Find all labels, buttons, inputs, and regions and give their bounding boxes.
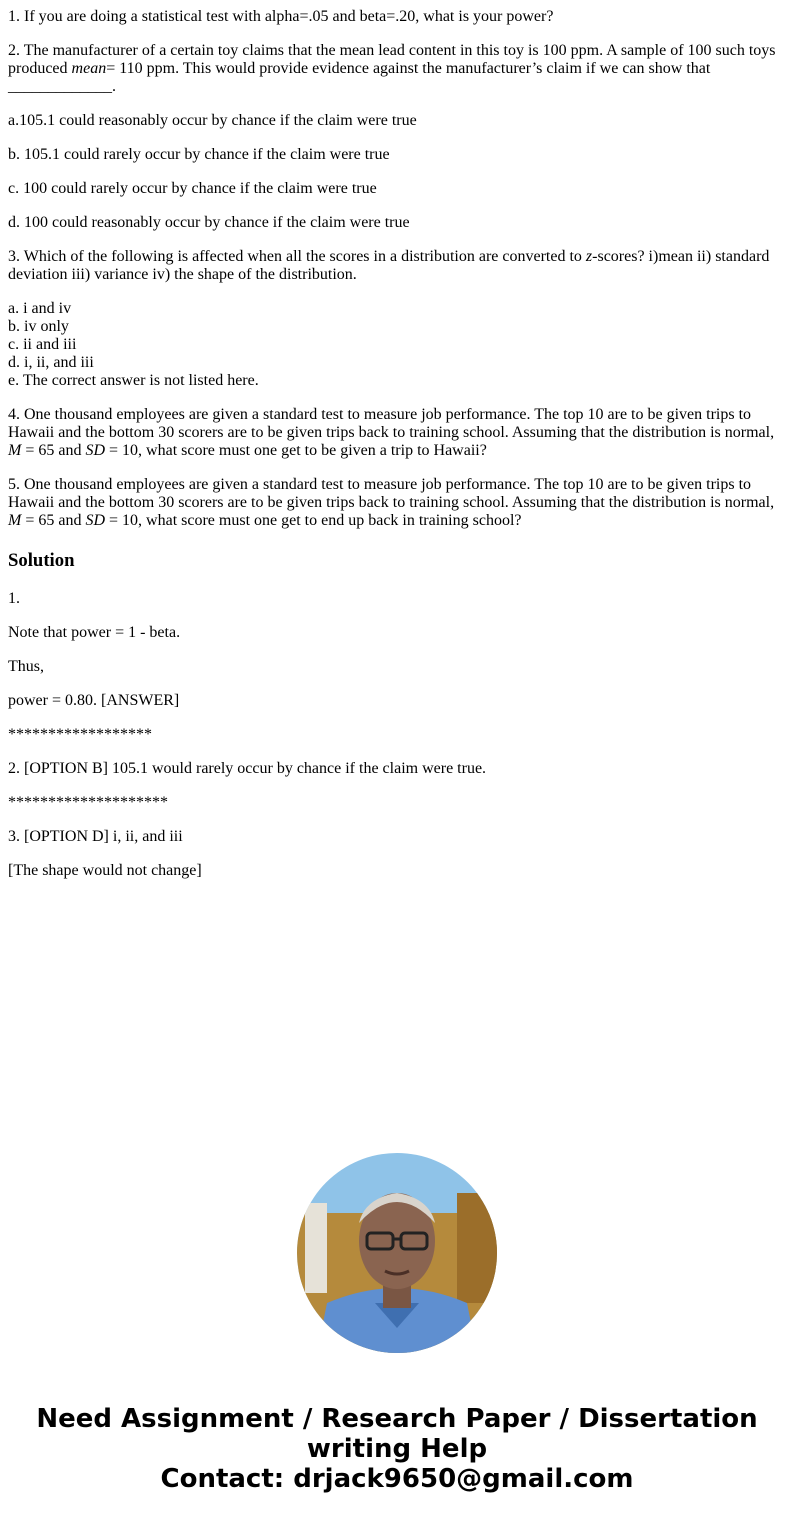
- question-3-options: [8, 300, 786, 390]
- question-3-option-d: d. i, ii, and iii: [8, 354, 94, 371]
- question-4: 4. One thousand employees are given a standard test to measure job performance. The top 10 are to be given trips to Hawaii and the bottom 30 scorers are to be given trips back to training school. Assuming that the distribution is normal, M = 65 and SD = 10, what score must one get to be given a trip to Hawaii?: [8, 406, 775, 459]
- solution-separator: ********************: [8, 794, 168, 811]
- question-3-option-e: e. The correct answer is not listed here.: [8, 372, 259, 389]
- solution-line: [The shape would not change]: [8, 862, 202, 879]
- question-5: 5. One thousand employees are given a standard test to measure job performance. The top 10 are to be given trips to Hawaii and the bottom 30 scorers are to be given trips back to training school. Assuming that the distribution is normal, M = 65 and SD = 10, what score must one get to end up back in training school?: [8, 476, 775, 529]
- solution-line: Note that power = 1 - beta.: [8, 624, 181, 641]
- solution-line: power = 0.80. [ANSWER]: [8, 692, 180, 709]
- question-3-option-a: a. i and iv: [8, 300, 72, 317]
- solution-line: 3. [OPTION D] i, ii, and iii: [8, 828, 183, 845]
- solution-line: 1.: [8, 590, 20, 607]
- question-3: 3. Which of the following is affected when all the scores in a distribution are converted to z-scores? i)mean ii) standard deviation iii) variance iv) the shape of the distribution.: [8, 248, 770, 283]
- author-portrait-illustration: [297, 1153, 497, 1353]
- author-avatar: [297, 1153, 497, 1353]
- solution-line: 2. [OPTION B] 105.1 would rarely occur by chance if the claim were true.: [8, 760, 487, 777]
- question-1: 1. If you are doing a statistical test with alpha=.05 and beta=.20, what is your power?: [8, 8, 554, 25]
- promo-line-1: Need Assignment / Research Paper / Dissertation: [36, 1404, 758, 1434]
- solution-separator: ******************: [8, 726, 152, 743]
- question-2-option-c: c. 100 could rarely occur by chance if the claim were true: [8, 180, 377, 197]
- promo-line-2: writing Help: [306, 1434, 488, 1464]
- question-3-option-c: c. ii and iii: [8, 336, 77, 353]
- question-3-option-b: b. iv only: [8, 318, 69, 335]
- question-2-option-b: b. 105.1 could rarely occur by chance if the claim were true: [8, 146, 390, 163]
- promo-banner: [0, 1404, 794, 1494]
- solution-heading: Solution: [8, 550, 75, 571]
- question-2-option-d: d. 100 could reasonably occur by chance if the claim were true: [8, 214, 410, 231]
- question-2-option-a: a.105.1 could reasonably occur by chance if the claim were true: [8, 112, 417, 129]
- solution-line: Thus,: [8, 658, 44, 675]
- question-2: 2. The manufacturer of a certain toy claims that the mean lead content in this toy is 100 ppm. A sample of 100 such toys produced mean= 110 ppm. This would provide evidence against the manufacturer’s claim if we can show that _____________.: [8, 42, 776, 95]
- promo-contact: Contact: drjack9650@gmail.com: [160, 1464, 634, 1494]
